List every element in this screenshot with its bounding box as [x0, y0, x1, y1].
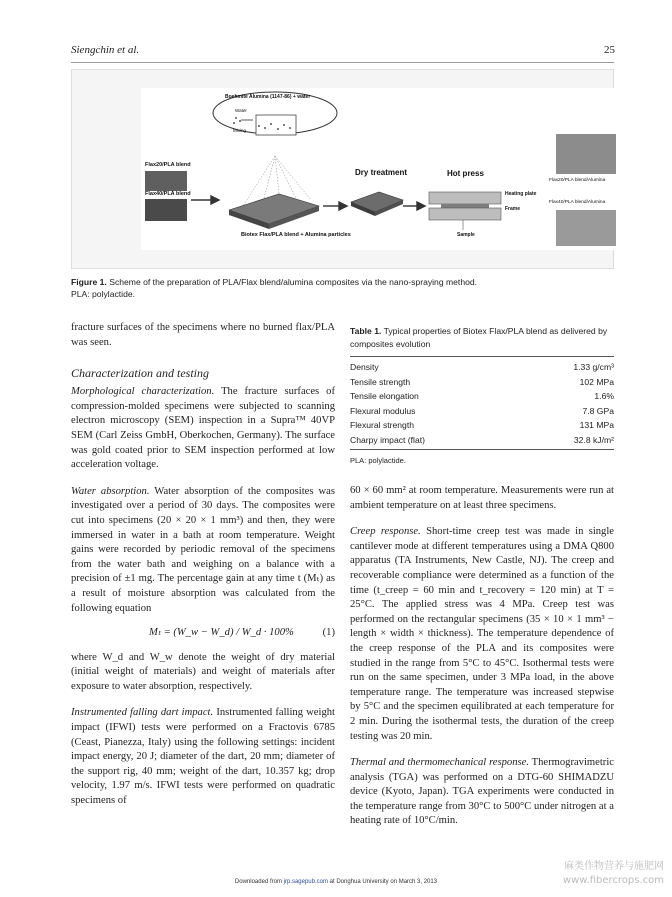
- figure-caption-text: Scheme of the preparation of PLA/Flax blend/alumina composites via the nano-spraying method.: [109, 277, 478, 287]
- footer-prefix: Downloaded from: [234, 879, 282, 885]
- flax40-micrograph: [145, 199, 187, 221]
- creep-text: Short-time creep test was made in single cantilever mode at different temperatures using a DMA Q800 apparatus (TA Instruments, New Castle, NJ). The creep and recoverable compliance were determined as a function of the time (t_creep = 60 min and t_recovery = 120 min) at T = 25°C. The applied stress was 4 MPa. Creep test was performed on the rectangular specimens (35 × 10 × 1 mm³ − length × width × thickness). The temperature dependence of the creep response of the PLA and its composites were studied in the range from 5°C to 45°C. Isothermal tests were run on the same specimen, under 3 MPa load, in the above temperature range. The temperature was increased stepwise by 5°C and the specimen equilibrated at each temperature for 2 min. During the isothermal tests, the duration of the creep testing was 20 min.: [350, 526, 615, 742]
- figure-caption-note: PLA: polylactide.: [71, 289, 136, 299]
- label-boehmite: Boehmite Alumina (1147-86) + water: [225, 94, 311, 100]
- equation-expression: Mₜ = (W_w − W_d) / W_d · 100%: [149, 627, 294, 639]
- water-absorption-text: Water absorption of the composites was investigated over a period of 30 days. The composites were cut into specimens (20 × 20 × 1 mm³) and then, they were immersed in water in a bath at room temperature. Weight gains were recorded by periodic removal of the specimens from the water bath and weighing on a balance with a precision of ±1 mg. The percentage gain at any time t (Mₜ) as a result of moisture absorption was calculated from the following equation: [71, 485, 335, 614]
- thermal-text: Thermogravimetric analysis (TGA) was performed on a DTG-60 SHIMADZU device (Kyoto, Japan). TGA experiments were conducted in the temperature range from 30°C to 500°C under nitrogen at a heating rate of 10°C/min.: [350, 757, 614, 827]
- morphological-lead: Morphological characterization.: [71, 386, 215, 398]
- section-heading: Characterization and testing: [71, 366, 209, 381]
- figure-1-scheme: [141, 88, 620, 250]
- table-row: [350, 418, 614, 433]
- table-row: [350, 360, 614, 375]
- intro-paragraph: fracture surfaces of the specimens where no burned flax/PLA was seen.: [71, 322, 335, 348]
- label-flax20: Flax20/PLA blend: [145, 162, 191, 168]
- table-top-rule: [350, 356, 614, 357]
- running-header-author: Siengchin et al.: [71, 44, 140, 56]
- property-cell: Flexural strength: [350, 420, 415, 431]
- dry-treatment-block: [351, 192, 403, 216]
- site-watermark: [563, 860, 664, 888]
- specimen-continuation: 60 × 60 mm² at room temperature. Measurements were run at ambient temperature on at least three specimens.: [350, 485, 614, 511]
- table-bottom-rule: [350, 449, 614, 450]
- property-cell: Flexural modulus: [350, 405, 416, 416]
- table-row: [350, 389, 614, 404]
- figure-caption-label: Figure 1.: [71, 277, 107, 287]
- left-column: [71, 321, 335, 809]
- equation-number: (1): [322, 627, 335, 639]
- where-paragraph: where W_d and W_w denote the weight of dry material (initial weight of materials) and weight of materials after exposure to water absorption, respectively.: [71, 651, 335, 692]
- ifwi-paragraph: [71, 706, 335, 808]
- value-cell: 1.33 g/cm³: [573, 362, 614, 373]
- flax20-alumina-micrograph: [556, 134, 616, 174]
- label-sample: Sample: [457, 232, 475, 238]
- table-note: PLA: polylactide.: [350, 456, 406, 465]
- value-cell: 131 MPa: [579, 420, 614, 431]
- table-1-title: [350, 325, 614, 351]
- right-column: [350, 484, 614, 829]
- footer-link[interactable]: jrp.sagepub.com: [283, 879, 328, 885]
- value-cell: 102 MPa: [579, 376, 614, 387]
- page-number: 25: [604, 44, 615, 56]
- label-flax40: Flax40/PLA blend: [145, 191, 191, 197]
- creep-paragraph: [350, 525, 614, 744]
- mixing-beaker: [256, 115, 296, 135]
- table-row: [350, 375, 614, 390]
- equation-1: [71, 626, 335, 641]
- property-cell: Tensile strength: [350, 376, 411, 387]
- property-cell: Tensile elongation: [350, 391, 419, 402]
- water-absorption-lead: Water absorption.: [71, 485, 150, 497]
- figure-1-caption: [71, 276, 614, 300]
- value-cell: 1.6%: [594, 391, 614, 402]
- property-cell: Charpy impact (flat): [350, 434, 425, 445]
- watermark-url: www.fibercrops.com: [562, 875, 664, 886]
- ifwi-text: Instrumented falling weight impact (IFWI) tests were performed on a Fractovis 6785 (Ceast, Pianezza, Italy) using the following settings: incident impact energy, 20 J; diameter of the dart, 20 mm; diameter of the support rig, 40 mm; weight of the dart, 10.357 kg; drop velocity, 1.97 m/s. IFWI tests were performed on quadratic specimens of: [71, 707, 335, 807]
- creep-lead: Creep response.: [350, 526, 421, 538]
- value-cell: 32.8 kJ/m²: [573, 434, 614, 445]
- table-title-text: Typical properties of Biotex Flax/PLA blend as delivered by composites evolution: [350, 326, 608, 349]
- fabric-substrate: [229, 194, 319, 229]
- ifwi-lead: Instrumented falling dart impact.: [71, 707, 214, 719]
- table-row: [350, 404, 614, 419]
- label-hot-press: Hot press: [447, 169, 484, 178]
- label-dry-treatment: Dry treatment: [355, 168, 408, 177]
- flax20-micrograph: [145, 171, 187, 191]
- properties-table: [350, 360, 614, 447]
- table-title-label: Table 1.: [350, 326, 382, 336]
- figure-1: [71, 69, 614, 269]
- label-biotex: Biotex Flax/PLA blend + Alumina particles: [241, 232, 351, 238]
- table-row: [350, 433, 614, 448]
- footer-suffix: at Donghua University on March 3, 2013: [329, 879, 438, 885]
- flax40-alumina-micrograph: [556, 210, 616, 246]
- label-frame: Frame: [505, 206, 521, 212]
- thermal-paragraph: [350, 756, 614, 829]
- hot-press-drawing: [429, 192, 501, 230]
- water-absorption-paragraph: [71, 485, 335, 616]
- label-right-top: Flax20/PLA blend/Alumina: [549, 178, 606, 183]
- label-heating-plate: Heating plate: [505, 191, 537, 197]
- label-right-bottom: Flax40/PLA blend/Alumina: [549, 200, 606, 205]
- morphological-text: The fracture surfaces of compression-molded specimens were subjected to scanning electron microscopy (SEM) inspection in a Supra™ 40VP SEM (Carl Zeiss GmbH, Oberkochen, Germany). The surface was gold coated prior to SEM inspection performed at low acceleration voltage.: [71, 386, 335, 471]
- watermark-cn: 麻类作物营养与施肥网: [564, 861, 664, 872]
- thermal-lead: Thermal and thermomechanical response.: [350, 757, 529, 769]
- value-cell: 7.8 GPa: [582, 405, 614, 416]
- label-mixing: Mixing: [233, 128, 247, 133]
- morphological-paragraph: [71, 385, 335, 473]
- property-cell: Density: [350, 362, 379, 373]
- label-water: Water: [235, 108, 247, 113]
- header-divider: [71, 62, 614, 63]
